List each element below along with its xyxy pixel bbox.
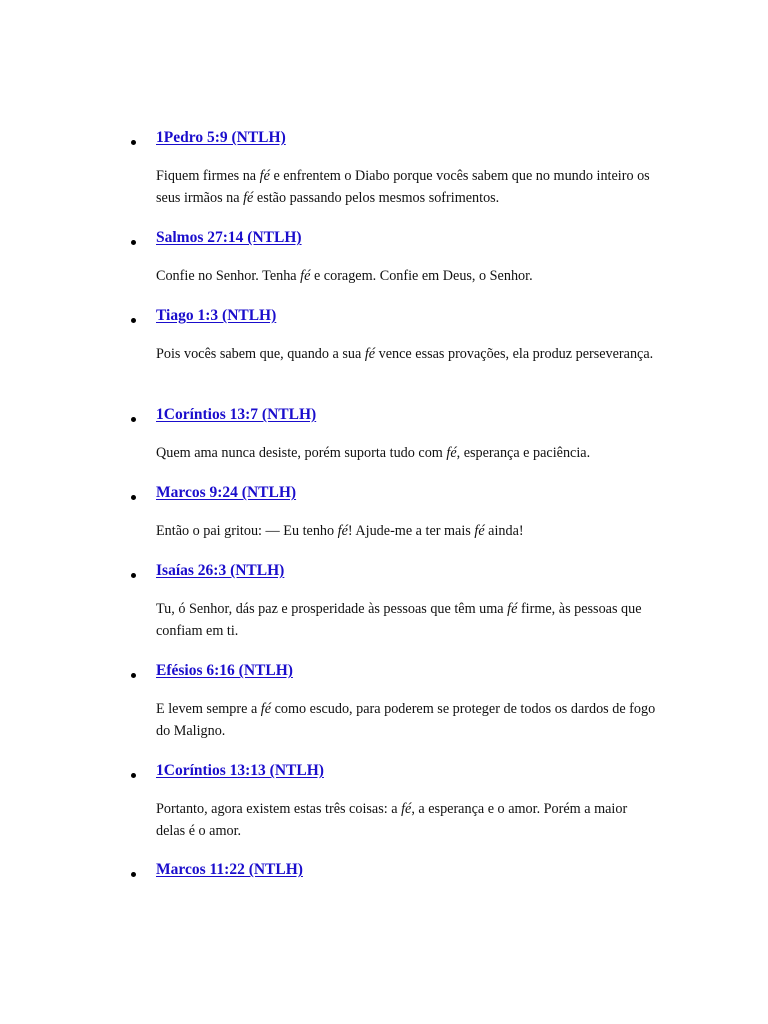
- verse-text-segment: ainda!: [484, 523, 524, 539]
- verse-text-segment: vence essas provações, ela produz perseverança.: [375, 346, 654, 362]
- verse-text-segment: Quem ama nunca desiste, porém suporta tudo com: [156, 445, 447, 461]
- verse-text-segment: , a esperança e o amor. Porém a maior delas é o amor.: [156, 801, 628, 839]
- verse-reference-link[interactable]: Isaías 26:3 (NTLH): [156, 562, 285, 579]
- bullet-icon: [131, 495, 136, 500]
- verse-reference-link[interactable]: Marcos 9:24 (NTLH): [156, 484, 297, 501]
- verse-reference-link[interactable]: Efésios 6:16 (NTLH): [156, 662, 293, 679]
- bullet-icon: [131, 773, 136, 778]
- bullet-icon: [131, 872, 136, 877]
- verse-text: [156, 265, 656, 287]
- verse-text-segment: Confie no Senhor. Tenha: [156, 268, 301, 284]
- emphasis-word: fé: [243, 190, 254, 206]
- verse-text-segment: Portanto, agora existem estas três coisas: a: [156, 801, 402, 817]
- emphasis-word: fé: [401, 801, 412, 817]
- emphasis-word: fé: [337, 523, 348, 539]
- emphasis-word: fé: [259, 168, 270, 184]
- verse-text-segment: firme, às pessoas que confiam em ti.: [156, 601, 642, 639]
- verse-text: [156, 798, 656, 842]
- bullet-icon: [131, 140, 136, 145]
- verse-text-segment: e coragem. Confie em Deus, o Senhor.: [310, 268, 533, 284]
- verse-text-segment: estão passando pelos mesmos sofrimentos.: [253, 190, 500, 206]
- verse-reference-link[interactable]: Tiago 1:3 (NTLH): [156, 307, 277, 324]
- verse-reference-link[interactable]: 1Pedro 5:9 (NTLH): [156, 129, 286, 146]
- verse-text-segment: como escudo, para poderem se proteger de todos os dardos de fogo do Maligno.: [156, 701, 656, 739]
- verse-text: [156, 598, 656, 642]
- verse-text-segment: Então o pai gritou: — Eu tenho: [156, 523, 338, 539]
- verse-reference-link[interactable]: Marcos 11:22 (NTLH): [156, 861, 303, 878]
- bullet-icon: [131, 240, 136, 245]
- verse-reference-link[interactable]: 1Coríntios 13:13 (NTLH): [156, 762, 324, 779]
- verse-text-segment: Pois vocês sabem que, quando a sua: [156, 346, 365, 362]
- emphasis-word: fé: [300, 268, 311, 284]
- verse-text-segment: E levem sempre a: [156, 701, 261, 717]
- bullet-icon: [131, 673, 136, 678]
- emphasis-word: fé: [474, 523, 485, 539]
- verse-reference-link[interactable]: Salmos 27:14 (NTLH): [156, 229, 302, 246]
- emphasis-word: fé: [260, 701, 272, 717]
- emphasis-word: fé: [446, 445, 457, 461]
- verse-reference-link[interactable]: 1Coríntios 13:7 (NTLH): [156, 406, 317, 423]
- emphasis-word: fé: [507, 601, 518, 617]
- verse-text-segment: Fiquem firmes na: [156, 168, 260, 184]
- verse-text-segment: ! Ajude-me a ter mais: [347, 523, 475, 539]
- verse-text: [156, 165, 656, 209]
- verse-text: [156, 698, 656, 742]
- emphasis-word: fé: [364, 346, 376, 362]
- verse-text-segment: , esperança e paciência.: [456, 445, 591, 461]
- bullet-icon: [131, 573, 136, 578]
- verse-text: [156, 520, 656, 542]
- verse-text-segment: Tu, ó Senhor, dás paz e prosperidade às pessoas que têm uma: [156, 601, 508, 617]
- bullet-icon: [131, 417, 136, 422]
- bullet-icon: [131, 318, 136, 323]
- verse-text: [156, 442, 656, 464]
- verse-text: [156, 343, 656, 365]
- verse-text-segment: e enfrentem o Diabo porque vocês sabem que no mundo inteiro os seus irmãos na: [156, 168, 650, 206]
